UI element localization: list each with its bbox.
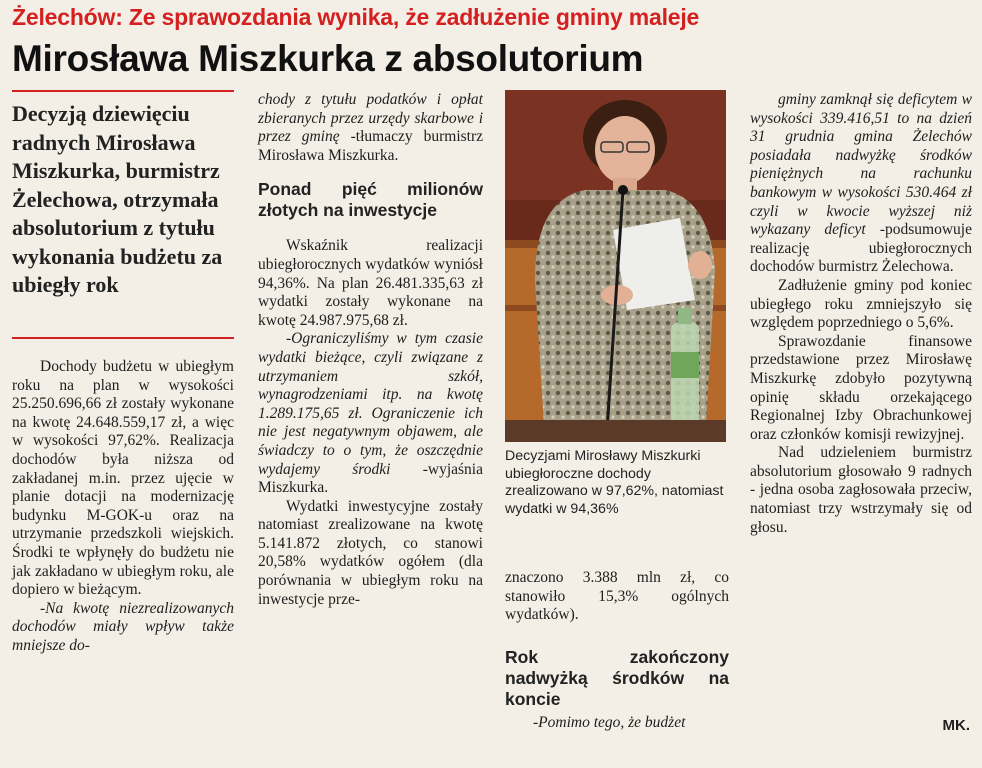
attribution-text: -podsumowuje realizację ubiegłorocznych dochodów burmistrz Żelechowa. — [750, 221, 972, 276]
article-photo — [505, 90, 726, 442]
quote-text: -Ograniczyliśmy w tym czasie wydatki bieżące, czyli związane z utrzymaniem szkół, wynagrodzeniami itp. na kwotę 1.289.175,65 zł. Ograniczenie ich nie jest negatywnym objawem, ale świadczy to o tym, że oszczędnie wydajemy środki — [258, 330, 483, 478]
body-column-4 — [750, 91, 972, 537]
article-lead: Decyzją dziewięciu radnych Mirosława Miszkurka, burmistrz Żelechowa, otrzymała absolutorium z tytułu wykonania budżetu za ubiegły rok — [12, 101, 223, 297]
paragraph: Sprawozdanie finansowe przedstawione przez Mirosławę Miszkurkę zdobyło pozytywną opinię składu orzekającego Regionalnej Izby Obrachunkowej oraz członków komisji rewizyjnej. — [750, 332, 972, 443]
paragraph: -Na kwotę niezrealizowanych dochodów miały wpływ także mniejsze do- — [12, 599, 234, 654]
body-column-3 — [505, 569, 729, 732]
paragraph — [750, 91, 972, 277]
quote-text: gminy zamknął się deficytem w wysokości 339.416,51 to na dzień 31 grudnia gmina Żelechów posiadała nadwyżkę środków pieniężnych na rachunku bankowym w wysokości 530.464 zł czyli w kwocie wyższej niż wykazany deficyt — [750, 91, 972, 239]
paragraph — [258, 91, 483, 165]
attribution-text: -wyjaśnia Miszkurka. — [258, 460, 483, 497]
paragraph: -Pomimo tego, że budżet — [533, 713, 686, 731]
body-column-1 — [12, 358, 234, 656]
paragraph: Zadłużenie gminy pod koniec ubiegłego roku zmniejszyło się względem poprzedniego o 5,6%. — [750, 276, 972, 332]
attribution-text: -tłumaczy burmistrz Mirosława Miszkurka. — [258, 128, 484, 164]
section-subhead: Rok zakończony nadwyżką środków na koncie — [505, 646, 729, 709]
quote-text: chody z tytułu podatków i opłat zbieranych przez urzędy skarbowe i przez gminę — [258, 91, 483, 146]
woman-at-microphone-icon — [505, 90, 726, 442]
paragraph: znaczono 3.388 mln zł, co stanowiło 15,3% ogólnych wydatków). — [505, 569, 729, 624]
paragraph: Nad udzieleniem burmistrz absolutorium głosowało 9 radnych - jedna osoba zagłosowała przeciw, natomiast trzy wstrzymały się od głosu. — [750, 444, 972, 536]
paragraph: Wydatki inwestycyjne zostały natomiast zrealizowane na kwotę 5.141.872 złotych, co stanowi 20,58% wydatków ogółem (dla porównania w ubiegłym roku na inwestycje prze- — [258, 497, 483, 608]
lead-rule — [12, 337, 234, 339]
paragraph — [258, 330, 483, 497]
section-subhead: Ponad pięć milionów złotych na inwestycje — [258, 179, 483, 221]
body-column-2 — [258, 91, 483, 609]
headline-rule — [12, 90, 234, 92]
article-kicker: Żelechów: Ze sprawozdania wynika, że zadłużenie gminy maleje — [12, 4, 700, 30]
photo-caption: Decyzjami Mirosławy Miszkurki ubiegłoroczne dochody zrealizowano w 97,62%, natomiast wydatki w 94,36% — [505, 448, 724, 517]
article-headline: Mirosława Miszkurka z absolutorium — [12, 38, 644, 79]
paragraph: Wskaźnik realizacji ubiegłorocznych wydatków wyniósł 94,36%. Na plan 26.481.335,63 zł wydatki zostały wykonane na kwotę 24.987.975,68 zł. — [258, 237, 483, 329]
author-signature: MK. — [942, 717, 970, 734]
paragraph: Dochody budżetu w ubiegłym roku na plan w wysokości 25.250.696,66 zł zostały wykonane na kwotę 24.648.559,17 zł, a więc w wysokości 97,62%. Realizacja dochodów była niższa od zakładanej m.in. przez ujęcie w planie dotacji na modernizację budynku M-GOK-u oraz na utrzymanie przedszkoli wiejskich. Środki te wpłynęły do budżetu nie jak zakładano w ubiegłym roku, ale dopiero w bieżącym. — [12, 358, 234, 599]
